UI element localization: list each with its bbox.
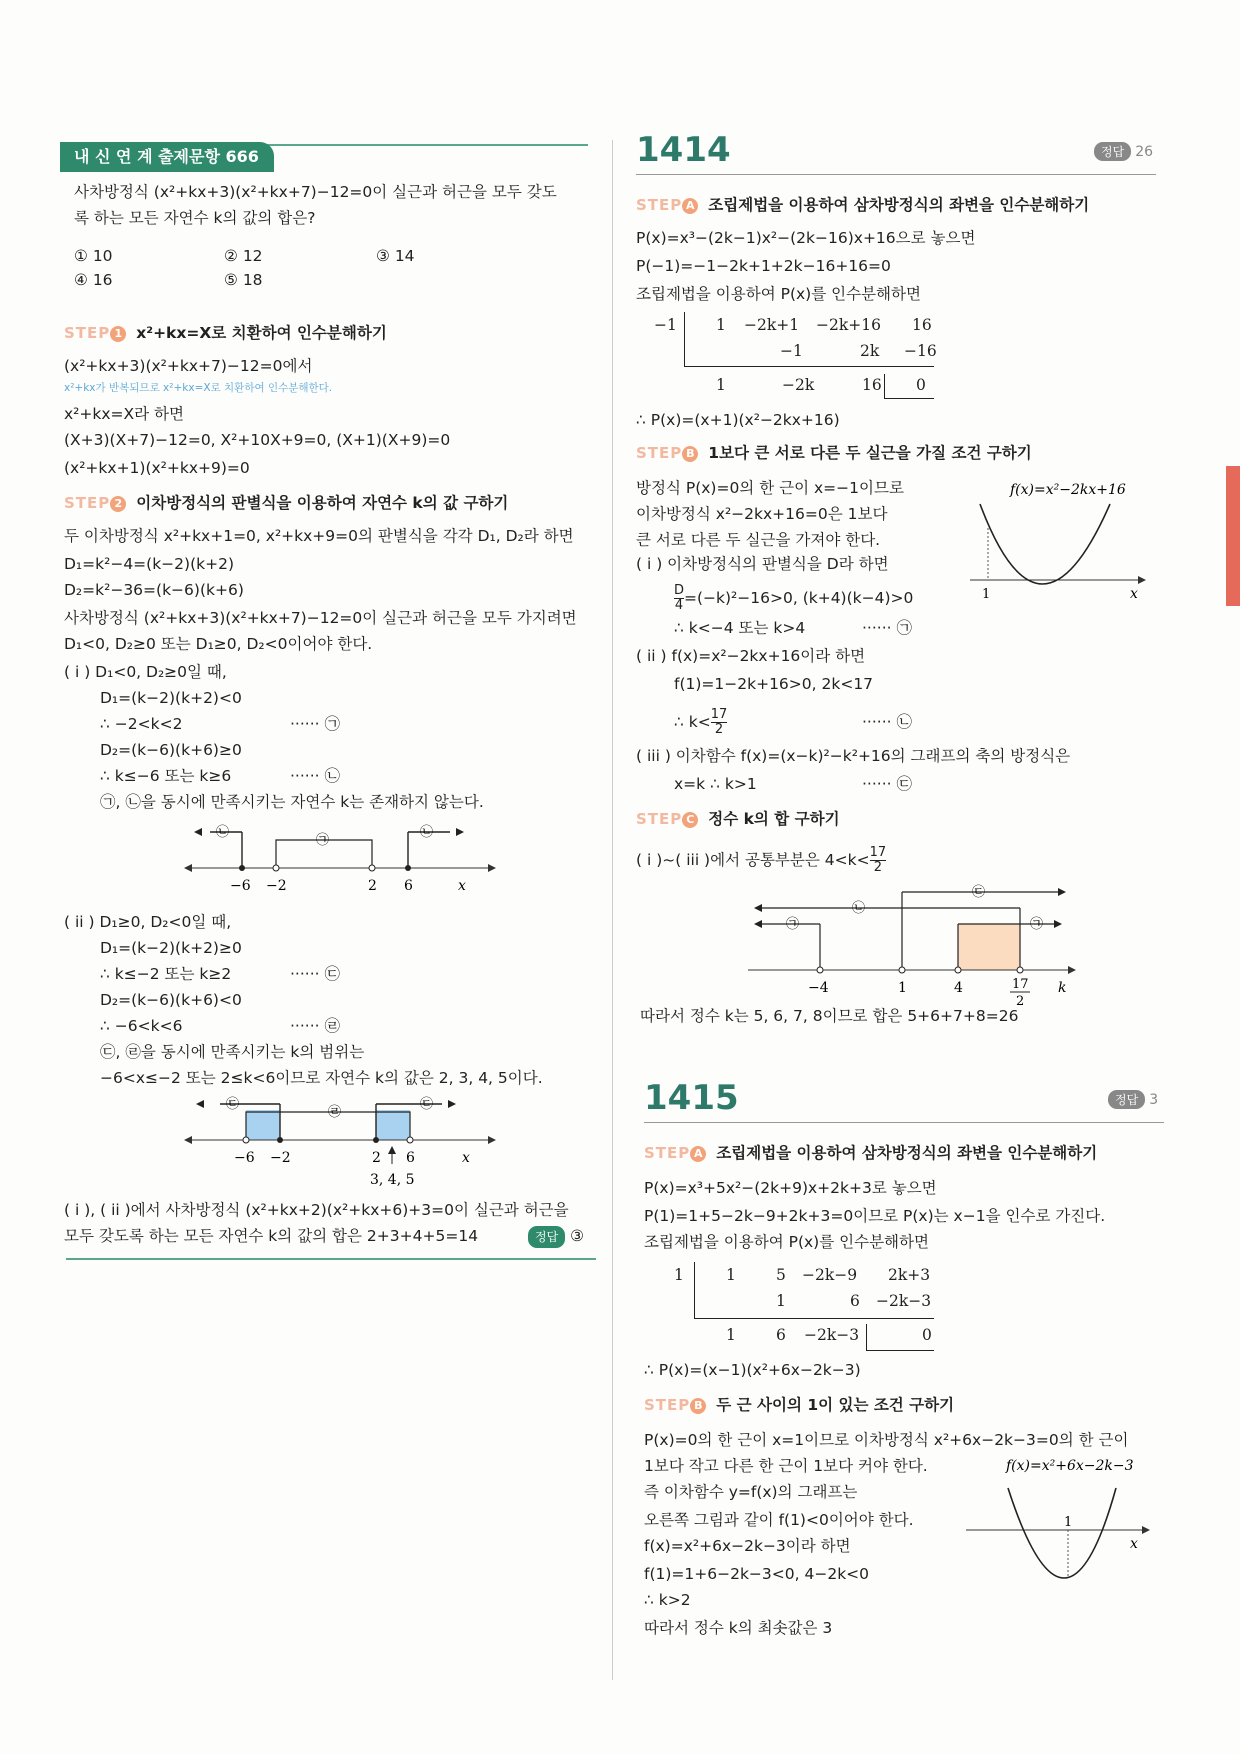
choice: ③ 14 [376, 247, 415, 265]
values-label: 3, 4, 5 [370, 1172, 415, 1188]
section-end-rule [66, 1258, 596, 1260]
problem-number: 1415 [644, 1078, 739, 1118]
tick-label: 17 [1012, 977, 1029, 992]
table-cell: 2k [860, 342, 880, 360]
fraction: $\frac{D}{4}$ [674, 583, 685, 613]
solution-line: ∴ P(x)=(x+1)(x²−2kx+16) [636, 411, 840, 429]
solution-line: x=k ∴ k>1 [674, 775, 757, 793]
range-mark: ㉠ [1030, 917, 1044, 932]
choice: ④ 16 [74, 271, 113, 289]
table-cell: −2k−3 [804, 1326, 860, 1344]
solution-line: P(−1)=−1−2k+1+2k−16+16=0 [636, 257, 891, 275]
solution-line: 즉 이차함수 y=f(x)의 그래프는 [644, 1483, 858, 1501]
choice: ① 10 [74, 247, 113, 265]
problem-text: 사차방정식 (x²+kx+3)(x²+kx+7)−12=0이 실근과 허근을 모두 갖도 [74, 183, 557, 201]
table-cell: 2k+3 [888, 1266, 931, 1284]
solution-note: x²+kx가 반복되므로 x²+kx=X로 치환하여 인수분해한다. [64, 382, 333, 394]
solution-line: (x²+kx+1)(x²+kx+9)=0 [64, 459, 250, 477]
answer-badge: 정답 [528, 1226, 565, 1248]
axis-label: x [462, 1150, 470, 1166]
case-heading: ( ii ) D₁≥0, D₂<0일 때, [64, 913, 232, 931]
choice: ⑤ 18 [224, 271, 263, 289]
parabola-graph [960, 1448, 1170, 1598]
solution-line: 방정식 P(x)=0의 한 근이 x=−1이므로 [636, 479, 904, 497]
solution-line: ( i )~( iii )에서 공통부분은 4<k< $\frac{17}{2}$ [636, 845, 887, 875]
table-cell: 1 [726, 1266, 736, 1284]
problem-rule [644, 1122, 1164, 1123]
table-cell: −1 [780, 342, 803, 360]
solution-line: ( iii ) 이차함수 f(x)=(x−k)²−k²+16의 그래프의 축의 방정식은 [636, 747, 1071, 765]
tick-label: 1 [982, 587, 991, 602]
tick-label: 4 [954, 980, 963, 996]
ref-mark: ······ ㉠ [290, 715, 340, 733]
solution-line: 이차방정식 x²−2kx+16=0은 1보다 [636, 505, 888, 523]
answer [528, 1226, 584, 1248]
solution-line: ( i ) 이차방정식의 판별식을 D라 하면 [636, 555, 889, 573]
solution-line: ∴ −2<k<2 [100, 715, 183, 733]
solution-line: ∴ P(x)=(x−1)(x²+6x−2k−3) [644, 1361, 861, 1379]
ref-mark: ······ ㉠ [862, 619, 912, 637]
tick-label: −2 [266, 878, 287, 894]
table-cell: 1 [716, 376, 726, 394]
step-heading: STEP 1 x²+kx=X로 치환하여 인수분해하기 [64, 324, 387, 342]
range-mark: ㉢ [420, 1097, 434, 1112]
solution-line: f(1)=1−2k+16>0, 2k<17 [674, 675, 874, 693]
linked-problem-tag: 내 신 연 계 출제문항 666 [60, 142, 274, 172]
solution-line: P(x)=0의 한 근이 x=1이므로 이차방정식 x²+6x−2k−3=0의 한 근이 [644, 1431, 1129, 1449]
answer [1094, 142, 1153, 161]
answer-value: 3 [1149, 1092, 1159, 1108]
tick-label: −2 [270, 1150, 291, 1166]
tick-label: −6 [234, 1150, 255, 1166]
tick-label: 2 [368, 878, 377, 894]
solution-line: P(1)=1+5−2k−9+2k+3=0이므로 P(x)는 x−1을 인수로 가진다. [644, 1207, 1106, 1225]
range-mark: ㉢ [226, 1097, 240, 1112]
table-cell: 16 [912, 316, 932, 334]
solution-line: ㉠, ㉡을 동시에 만족시키는 자연수 k는 존재하지 않는다. [100, 793, 484, 811]
final-line: 따라서 정수 k는 5, 6, 7, 8이므로 합은 5+6+7+8=26 [640, 1007, 1019, 1025]
solution-line: 따라서 정수 k의 최솟값은 3 [644, 1619, 833, 1637]
answer-value: 26 [1135, 144, 1154, 160]
answer [1108, 1090, 1158, 1109]
axis-label: x [458, 878, 466, 894]
range-mark: ㉡ [852, 901, 866, 916]
table-cell: −2k [782, 376, 815, 394]
header-rule [260, 144, 588, 146]
solution-line: f(1)=1+6−2k−3<0, 4−2k<0 [644, 1565, 870, 1583]
tick-label: −4 [808, 980, 829, 996]
fraction: $\frac{17}{2}$ [710, 707, 728, 737]
solution-line: ∴ −6<k<6 [100, 1017, 183, 1035]
solution-line: 오른쪽 그림과 같이 f(1)<0이어야 한다. [644, 1511, 914, 1529]
graph-label: f(x)=x²−2kx+16 [1010, 482, 1126, 498]
range-mark: ㉠ [786, 917, 800, 932]
solution-line: $\frac{D}{4}$ =(−k)²−16>0, (k+4)(k−4)>0 [674, 583, 914, 613]
solution-line: f(x)=x²+6x−2k−3이라 하면 [644, 1537, 851, 1555]
conclusion-line: 모두 갖도록 하는 모든 자연수 k의 값의 합은 2+3+4+5=14 [64, 1227, 479, 1245]
table-cell: 1 [716, 316, 726, 334]
axis-label: k [1058, 980, 1067, 996]
problem-number: 1414 [636, 130, 731, 170]
choice: ② 12 [224, 247, 263, 265]
ref-mark: ······ ㉣ [290, 1017, 340, 1035]
solution-line: P(x)=x³−(2k−1)x²−(2k−16)x+16으로 놓으면 [636, 229, 976, 247]
table-cell: 1 [726, 1326, 736, 1344]
table-cell: −2k−9 [802, 1266, 858, 1284]
problem-text: 록 하는 모든 자연수 k의 값의 합은? [74, 209, 316, 227]
step-heading: STEP B 1보다 큰 서로 다른 두 실근을 가질 조건 구하기 [636, 444, 1032, 462]
tick-label: −6 [230, 878, 251, 894]
tick-label: 2 [372, 1150, 381, 1166]
solution-line: ∴ k< $\frac{17}{2}$ [674, 707, 728, 737]
solution-line: ∴ k≤−6 또는 k≥6 [100, 767, 232, 785]
range-mark: ㉢ [972, 885, 986, 900]
ref-mark: ······ ㉡ [290, 767, 340, 785]
number-line-2 [180, 1090, 500, 1190]
table-cell: 16 [862, 376, 882, 394]
solution-line: x²+kx=X라 하면 [64, 405, 184, 423]
ref-mark: ······ ㉡ [862, 713, 912, 731]
parabola-graph [960, 474, 1160, 614]
step-heading: STEP B 두 근 사이의 1이 있는 조건 구하기 [644, 1396, 955, 1414]
table-cell: 6 [850, 1292, 860, 1310]
solution-line: D₂=(k−6)(k+6)<0 [100, 991, 242, 1009]
axis-label: x [1130, 586, 1138, 602]
range-mark: ㉠ [316, 833, 330, 848]
solution-line: −6<x≤−2 또는 2≤k<6이므로 자연수 k의 값은 2, 3, 4, 5이다. [100, 1069, 543, 1087]
solution-line: 조립제법을 이용하여 P(x)를 인수분해하면 [644, 1233, 929, 1251]
tick-label: 6 [406, 1150, 415, 1166]
ref-mark: ······ ㉢ [862, 775, 912, 793]
answer-badge: 정답 [1108, 1090, 1145, 1109]
tick-label: 6 [404, 878, 413, 894]
solution-line: D₂=k²−36=(k−6)(k+6) [64, 581, 244, 599]
solution-line: ∴ k<−4 또는 k>4 [674, 619, 806, 637]
column-divider [612, 140, 613, 1680]
solution-line: D₁<0, D₂≥0 또는 D₁≥0, D₂<0이어야 한다. [64, 635, 373, 653]
table-cell: −1 [654, 316, 677, 334]
problem-rule [636, 174, 1156, 175]
solution-line: D₁=k²−4=(k−2)(k+2) [64, 555, 235, 573]
table-cell: −2k−3 [876, 1292, 932, 1310]
tick-label: 1 [898, 980, 907, 996]
table-cell: 5 [776, 1266, 786, 1284]
solution-line: 큰 서로 다른 두 실근을 가져야 한다. [636, 531, 881, 549]
table-cell: −2k+16 [816, 316, 881, 334]
solution-line: 1보다 작고 다른 한 근이 1보다 커야 한다. [644, 1457, 928, 1475]
solution-line: ( ii ) f(x)=x²−2kx+16이라 하면 [636, 647, 866, 665]
solution-line: 사차방정식 (x²+kx+3)(x²+kx+7)−12=0이 실근과 허근을 모두 가지려면 [64, 609, 577, 627]
page-edge-tab [1226, 466, 1240, 606]
table-cell: 1 [674, 1266, 684, 1284]
table-cell: −2k+1 [744, 316, 800, 334]
step-heading: STEP A 조립제법을 이용하여 삼차방정식의 좌변을 인수분해하기 [636, 196, 1090, 214]
solution-line: (X+3)(X+7)−12=0, X²+10X+9=0, (X+1)(X+9)=0 [64, 431, 451, 449]
solution-line: 두 이차방정식 x²+kx+1=0, x²+kx+9=0의 판별식을 각각 D₁, D₂라 하면 [64, 527, 574, 545]
solution-line: ∴ k>2 [644, 1591, 691, 1609]
solution-line: (x²+kx+3)(x²+kx+7)−12=0에서 [64, 357, 313, 375]
ref-mark: ······ ㉢ [290, 965, 340, 983]
range-mark: ㉡ [216, 825, 230, 840]
step-heading: STEP 2 이차방정식의 판별식을 이용하여 자연수 k의 값 구하기 [64, 494, 509, 512]
axis-label: x [1130, 1536, 1138, 1552]
tick-label: 1 [1064, 1515, 1073, 1530]
synthetic-division [660, 1262, 980, 1352]
tick-label: 2 [1016, 994, 1025, 1008]
solution-line: D₁=(k−2)(k+2)≥0 [100, 939, 242, 957]
solution-line: P(x)=x³+5x²−(2k+9)x+2k+3로 놓으면 [644, 1179, 937, 1197]
solution-line: D₂=(k−6)(k+6)≥0 [100, 741, 242, 759]
range-mark: ㉡ [420, 825, 434, 840]
table-cell: 1 [776, 1292, 786, 1310]
table-cell: −16 [904, 342, 937, 360]
fraction: $\frac{17}{2}$ [869, 845, 887, 875]
solution-line: D₁=(k−2)(k+2)<0 [100, 689, 242, 707]
solution-line: 조립제법을 이용하여 P(x)를 인수분해하면 [636, 285, 921, 303]
range-mark: ㉣ [328, 1105, 342, 1120]
answer-value: ③ [570, 1227, 585, 1245]
solution-line: ∴ k≤−2 또는 k≥2 [100, 965, 232, 983]
synthetic-division [640, 312, 960, 402]
number-line-1 [180, 818, 500, 898]
table-cell: 0 [916, 376, 926, 394]
step-heading: STEP A 조립제법을 이용하여 삼차방정식의 좌변을 인수분해하기 [644, 1144, 1098, 1162]
answer-badge: 정답 [1094, 142, 1131, 161]
conclusion-line: ( i ), ( ii )에서 사차방정식 (x²+kx+2)(x²+kx+6)+3=0이 실근과 허근을 [64, 1201, 569, 1219]
case-heading: ( i ) D₁<0, D₂≥0일 때, [64, 663, 227, 681]
graph-label: f(x)=x²+6x−2k−3 [1006, 1458, 1134, 1474]
table-cell: 6 [776, 1326, 786, 1344]
step-heading: STEP C 정수 k의 합 구하기 [636, 810, 840, 828]
solution-line: ㉢, ㉣을 동시에 만족시키는 k의 범위는 [100, 1043, 365, 1061]
table-cell: 0 [922, 1326, 932, 1344]
number-line-3 [740, 878, 1080, 1008]
